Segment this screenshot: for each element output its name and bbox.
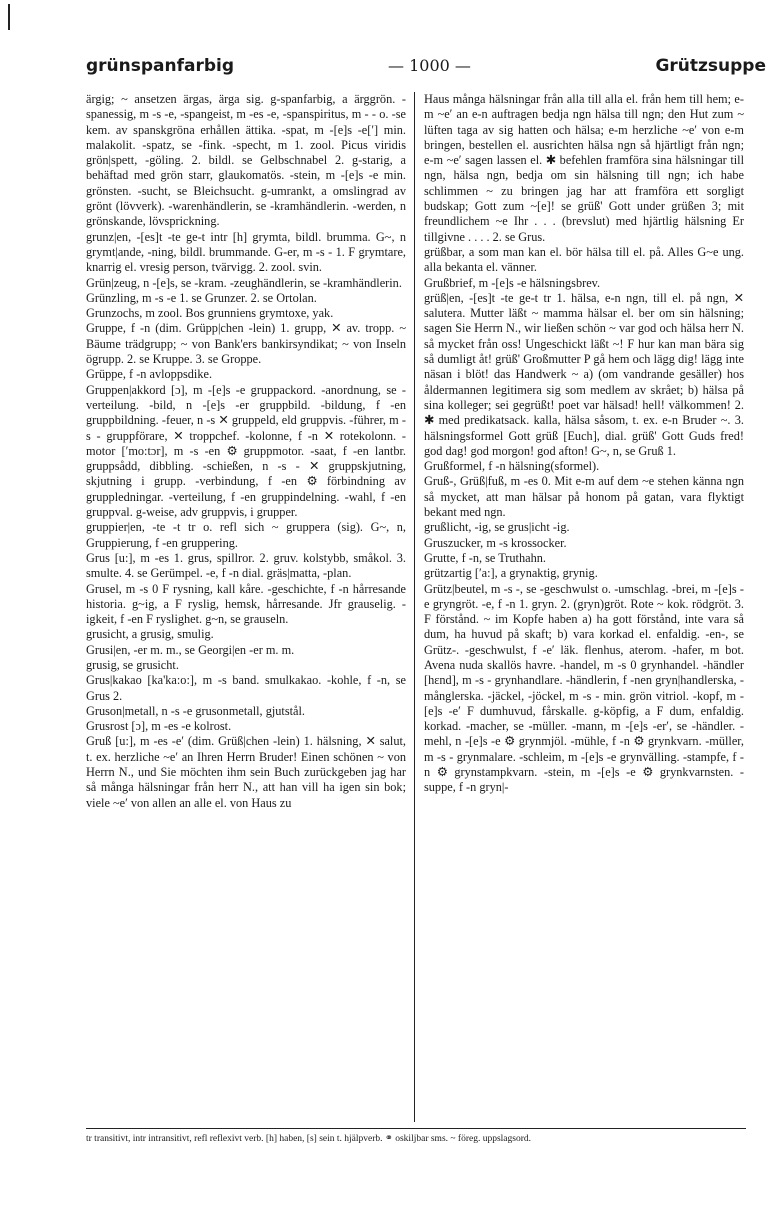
- right-column: [424, 92, 744, 796]
- entry: Haus många hälsningar från alla till alla el. från hem till hem; e-m ~eʹ an e-n auftragen bedja ngn hälsa till ngn; den Hut zum ~ lüften taga av sig hatten och hälsa; e-m herzliche ~eʹ von e-m bringen, bestellen el. ausrichten hälsa ngn så hjärtligt från ngn; e-m ~eʹ sagen lassen el. ✱ befehlen framföra sina hälsningar till ngn, hälsa ngn, bedja om sin hälsning till ngn; ich habe schlimmen ~ zu bringen jag har att framföra ett sorgligt budskap; Gott zum ~[e]! se grüß' Gott under grüßen 3; mit freundlichem ~e Ihr . . . (brevslut) med hjärtlig hälsning Er tillgivne . . . . 2. se Grus.: [424, 92, 744, 244]
- entry: grußlicht, -ig, se grus|icht -ig.: [424, 520, 570, 535]
- entry: Grutte, f -n, se Truthahn.: [424, 550, 546, 565]
- entry: ärgig; ~ ansetzen ärgas, ärga sig. g-spanfarbig, a ärggrön. -spanessig, m -s -e, -spangeist, m -es -e, -spanspiritus, m - - o. -se kem. av spanskgröna erhållen ättika. -spat, m -[e]s -e[ʹ] min. malakolit. -spatz, se -fink. -specht, m 1. zool. Picus viridis grön|spett, -göling. 2. bildl. se Gelbschnabel 2. g-starig, a behäftad med grön starr, glaukomatös. -stein, m -[e]s -e min. grönsten. -sucht, se Bleichsucht. g-umrankt, a omslingrad av grönt (lövverk). -warenhändlerin, se -kramhändlerin. -werden, n grönskande, lövsprickning.: [86, 92, 406, 229]
- footer-rule: [86, 1128, 746, 1129]
- left-column: [86, 92, 406, 811]
- entry: Gruppe, f -n (dim. Grüpp|chen -lein) 1. grupp, ✕ av. tropp. ~ Bäume trädgrupp; ~ von Bank'ers bankirsyndikat; ~ von Inseln ögrupp. 2. se Kruppe. 3. se Groppe.: [86, 321, 406, 367]
- entry: Gruß-, Grüß|fuß, m -es 0. Mit e-m auf dem ~e stehen känna ngn så mycket, att man hälsar på honom på gatan, vara flyktigt bekant med ngn.: [424, 474, 744, 520]
- entry: Grunzochs, m zool. Bos grunniens grymtoxe, yak.: [86, 306, 334, 321]
- entry: grützartig [ʹa:], a grynaktig, grynig.: [424, 566, 598, 581]
- entry: Grün|zeug, n -[e]s, se -kram. -zeughändlerin, se -kramhändlerin.: [86, 275, 402, 290]
- entry: Grusi|en, -er m. m., se Georgi|en -er m. m.: [86, 642, 295, 657]
- entry: Gruson|metall, n -s -e grusonmetall, gjutstål.: [86, 703, 305, 718]
- page-number: — 1000 —: [388, 56, 471, 75]
- entry: Gruppen|akkord [ɔ], m -[e]s -e gruppackord. -anordnung, se -verteilung. -bild, n -[e]s -er gruppbild. -bildung, f -en gruppbildning. -feuer, n -s ✕ gruppeld, eld gruppvis. -führer, m -s - gruppförare, ✕ troppchef. -kolonne, f -n ✕ rotekolonn. -motor [ʹmo:tɔr], m -s -en ⚙ gruppmotor. -saat, f -en lantbr. gruppsådd, dibbling. -schießen, n -s - ✕ gruppskjutning, skjutning i grupp. -verbindung, f -en ⚙ förbindning av gruppledningar. -verteilung, f -en gruppindelning. -wahl, f -en gruppval. g-weise, adv gruppvis, i grupper.: [86, 382, 406, 520]
- entry: Grusel, m -s 0 F rysning, kall kåre. -geschichte, f -n hårresande historia. g~ig, a F ryslig, hemsk, hårresande. Jfr grauselig. -igkeit, f -en F ryslighet. g~n, se grauseln.: [86, 581, 406, 627]
- entry: Gruß [u:], m -es -eʹ (dim. Grüß|chen -lein) 1. hälsning, ✕ salut, t. ex. herzliche ~eʹ an Ihren Herrn Bruder! Einen schönen ~ von Herrn N., und Sie möchten ihm sein Buch zurückgeben jag har så många hälsningar från herr N., att han vill ha igen sin bok; viele ~eʹ von allen an alle el. von Haus zu: [86, 734, 406, 810]
- entry: gruppier|en, -te -t tr o. refl sich ~ gruppera (sig). G~, n, Gruppierung, f -en gruppering.: [86, 520, 406, 550]
- entry: Grütz|beutel, m -s -, se -geschwulst o. -umschlag. -brei, m -[e]s -e gryngröt. -e, f -n 1. gryn. 2. (gryn)gröt. Rote ~ kok. rödgröt. 3. F förstånd. ~ im Kopfe haben a) ha gott förstånd, inte vara så dum, ha huvud på skaft; b) vara korkad el. enfaldig. -en-, se Grütz-. -geschwulst, f -eʹ läk. flenhus, aterom. -hafer, m bot. Avena nuda skallös havre. -handel, m -s 0 grynhandel. -händler [hɛnd], m -s - grynhandlare. -händlerin, f -nen gryn|handlerska, -månglerska. -jäckel, -jöckel, m -s - min. grön vitriol. -kopf, m -[e]s -eʹ F dumhuvud, fårskalle. g-köpfig, a F dum, enfaldig. korkad. -macher, se -müller. -mann, m -[e]s -erʹ, se -händler. -mehl, n -[e]s -e ⚙ grynmjöl. -mühle, f -n ⚙ grynkvarn. -müller, m -s - grynmalare. -schleim, m -[e]s -e grynvälling. -stampfe, f -n ⚙ grynstampkvarn. -stein, m -[e]s -e ⚙ grynkvarnsten. -suppe, f -n gryn|-: [424, 581, 744, 795]
- column-divider: [414, 92, 415, 1122]
- entry: Grünzling, m -s -e 1. se Grunzer. 2. se Ortolan.: [86, 290, 317, 305]
- entry: Grus [u:], m -es 1. grus, spillror. 2. gruv. kolstybb, småkol. 3. smulte. 4. se Gerümpel. -e, f -n dial. gräs|matta, -plan.: [86, 550, 406, 581]
- page-header: [86, 56, 766, 82]
- entry: grusicht, a grusig, smulig.: [86, 627, 214, 642]
- entry: Grusrost [ɔ], m -es -e kolrost.: [86, 719, 232, 734]
- entry: grunz|en, -[es]t -te ge-t intr [h] grymta, bildl. brumma. G~, n grymt|ande, -ning, bildl. brummande. G-er, m -s - 1. F grymtare, knarrig el. vresig person, tvärvigg. 2. zool. svin.: [86, 229, 406, 275]
- entry: grüßbar, a som man kan el. bör hälsa till el. på. Alles G~e ung. alla bekanta el. vänner.: [424, 244, 744, 275]
- header-first-headword: grünspanfarbig: [86, 56, 235, 76]
- entry: Grußformel, f -n hälsning(sformel).: [424, 459, 600, 474]
- entry: Grus|kakao [ka'ka:o:], m -s band. smulkakao. -kohle, f -n, se Grus 2.: [86, 673, 406, 703]
- entry: Grußbrief, m -[e]s -e hälsningsbrev.: [424, 275, 601, 290]
- entry: Gruszucker, m -s krossocker.: [424, 535, 567, 550]
- entry: grusig, se grusicht.: [86, 657, 179, 672]
- page-corner-mark: [8, 4, 10, 30]
- header-last-headword: Grützsuppe: [655, 56, 766, 76]
- entry: Grüppe, f -n avloppsdike.: [86, 367, 213, 382]
- abbreviation-legend: tr transitivt, intr intransitivt, refl reflexivt verb. [h] haben, [s] sein t. hjälpverb. ⚭ oskiljbar sms. ~ föreg. uppslagsord.: [86, 1134, 531, 1144]
- entry: grüß|en, -[es]t -te ge-t tr 1. hälsa, e-n ngn, till el. på ngn, ✕ salutera. Mutter läßt ~ mamma hälsar el. ber om sin hälsning; sagen Sie Herrn N., wir ließen schön ~ var god och hälsa herr N. så mycket från oss! Ungeschickt läßt ~! F hur kan man bära sig så dumligt åt! grüß' Großmutter P gå hem och lägg dig! lägg inte näsan i blöt! das Handwerk ~ a) (om vandrande gesäller) hos åldermannen legitimera sig som medlem av skrået; b) hälsa på sina kolleger; sei gegrüßt! poet var hälsad! hell! välkommen! 2. ✱ med predikatsack. kalla, hälsa såsom, t. ex. e-n Bruder ~. 3. hälsningsformel Gott grüß [Euch], dial. grüß' Gott Guds fred! god dag! god morgon! god afton! G~, n, se Gruß 1.: [424, 290, 744, 458]
